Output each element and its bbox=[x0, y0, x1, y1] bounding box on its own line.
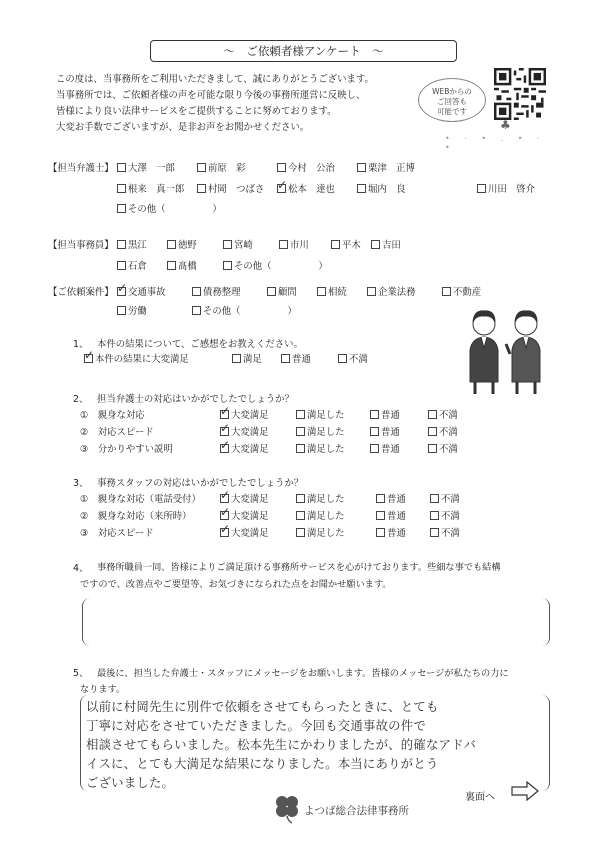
q4-number: 4、 bbox=[73, 563, 89, 574]
checkbox[interactable] bbox=[117, 261, 126, 270]
checkbox[interactable] bbox=[277, 163, 286, 172]
dot-decoration: • · • . • · • bbox=[445, 134, 546, 152]
rating-option[interactable]: 満足した bbox=[296, 491, 345, 505]
rating-option[interactable]: 普通 bbox=[370, 424, 400, 438]
rating-option[interactable]: 満足した bbox=[296, 525, 345, 539]
lawyer-option[interactable]: 今村 公治 bbox=[277, 160, 335, 174]
case-option[interactable]: 債務整理 bbox=[192, 284, 241, 298]
staff-option[interactable]: 髙橋 bbox=[167, 258, 197, 272]
lawyer-option[interactable]: 村岡 つばさ bbox=[197, 181, 264, 195]
q1-number: 1、 bbox=[73, 339, 89, 350]
checkbox[interactable] bbox=[167, 240, 176, 249]
lawyer-other[interactable]: その他（ ） bbox=[117, 201, 222, 215]
rating-option[interactable]: 不満 bbox=[428, 424, 458, 438]
rating-option[interactable]: 普通 bbox=[370, 407, 400, 421]
rating-option[interactable]: 不満 bbox=[430, 491, 460, 505]
q1-option[interactable]: 満足 bbox=[232, 351, 262, 365]
lawyer-illustration-icon bbox=[462, 302, 552, 398]
checkbox[interactable] bbox=[357, 184, 366, 193]
lawyer-option[interactable]: 堀内 良 bbox=[357, 181, 406, 195]
checkbox[interactable] bbox=[197, 184, 206, 193]
checkbox[interactable] bbox=[279, 240, 288, 249]
case-option[interactable]: その他（ ） bbox=[192, 303, 297, 317]
q5-text-line2: なります。 bbox=[80, 684, 126, 695]
checkbox[interactable] bbox=[430, 528, 439, 537]
rating-option[interactable]: ✓ 大変満足 bbox=[220, 407, 269, 421]
case-option[interactable]: 不動産 bbox=[442, 284, 481, 298]
checkbox[interactable] bbox=[117, 240, 126, 249]
lawyer-option[interactable]: 大澤 一郎 bbox=[117, 160, 175, 174]
web-answer-bubble: WEBからの ご回答も 可能です bbox=[418, 78, 486, 122]
staff-option[interactable]: 宮崎 bbox=[223, 237, 253, 251]
checkbox[interactable] bbox=[296, 528, 305, 537]
q1-text: 本件の結果について、ご感想をお教えください。 bbox=[97, 339, 303, 350]
checkbox[interactable] bbox=[370, 444, 379, 453]
q4-text: 事務所職員一同、皆様によりご満足頂ける事務所サービスを心がけております。些細な事でも結構 bbox=[97, 562, 501, 573]
rating-option[interactable]: 普通 bbox=[376, 525, 406, 539]
rating-option[interactable]: 不満 bbox=[430, 508, 460, 522]
lawyer-option[interactable]: 根来 真一郎 bbox=[117, 181, 184, 195]
page-title: ～ ご依頼者様アンケート ～ bbox=[150, 40, 457, 62]
checkbox[interactable] bbox=[281, 354, 290, 363]
staff-section-label: 【担当事務員】 bbox=[48, 240, 114, 251]
rating-option[interactable]: 満足した bbox=[296, 424, 345, 438]
checkbox-checked[interactable] bbox=[220, 494, 229, 503]
staff-option[interactable]: 黒江 bbox=[117, 237, 147, 251]
intro-text: この度は、当事務所をご利用いただきまして、誠にありがとうございます。 当事務所では、ご依頼者様の声を可能な限り今後の事務所運営に反映し、 皆様により良い法律サービスをご提供することに努めております。 大変お手数でございますが、是非お声をお聞かせください。 bbox=[56, 74, 374, 133]
checkbox-checked[interactable] bbox=[220, 511, 229, 520]
checkbox[interactable] bbox=[267, 287, 276, 296]
checkbox[interactable] bbox=[376, 494, 385, 503]
case-option[interactable]: 相続 bbox=[317, 284, 347, 298]
checkbox[interactable] bbox=[357, 163, 366, 172]
rating-option[interactable]: 普通 bbox=[376, 508, 406, 522]
staff-option[interactable]: 平木 bbox=[331, 237, 361, 251]
arrow-right-icon[interactable] bbox=[510, 781, 540, 801]
checkbox-checked[interactable] bbox=[220, 528, 229, 537]
checkbox[interactable] bbox=[338, 354, 347, 363]
qr-code-icon[interactable] bbox=[494, 68, 546, 120]
case-option[interactable]: 労働 bbox=[117, 303, 147, 317]
rating-option[interactable]: ✓ 大変満足 bbox=[220, 525, 269, 539]
checkbox[interactable] bbox=[370, 427, 379, 436]
rating-option[interactable]: 満足した bbox=[296, 407, 345, 421]
rating-option[interactable]: 不満 bbox=[430, 525, 460, 539]
checkbox[interactable] bbox=[331, 240, 340, 249]
checkbox[interactable] bbox=[117, 204, 126, 213]
checkbox-checked[interactable] bbox=[277, 184, 286, 193]
clover-decoration-icon: ♣ bbox=[500, 118, 511, 132]
checkbox-checked[interactable] bbox=[84, 354, 93, 363]
rating-option[interactable]: 普通 bbox=[376, 491, 406, 505]
rating-option[interactable]: ✓ 大変満足 bbox=[220, 424, 269, 438]
q1-option[interactable]: 不満 bbox=[338, 351, 368, 365]
checkbox-checked[interactable] bbox=[220, 427, 229, 436]
checkbox[interactable] bbox=[376, 511, 385, 520]
checkbox[interactable] bbox=[197, 163, 206, 172]
rating-option[interactable]: 普通 bbox=[370, 441, 400, 455]
next-page-label[interactable]: 裏面へ bbox=[465, 792, 495, 803]
checkbox-checked[interactable] bbox=[220, 444, 229, 453]
checkbox-checked[interactable] bbox=[220, 410, 229, 419]
checkbox[interactable] bbox=[428, 444, 437, 453]
lawyer-option[interactable]: ✓ 松本 達也 bbox=[277, 181, 335, 195]
checkbox[interactable] bbox=[428, 427, 437, 436]
q5-text: 最後に、担当した弁護士・スタッフにメッセージをお願いします。皆様のメッセージが私たちの力に bbox=[97, 668, 509, 679]
checkbox[interactable] bbox=[232, 354, 241, 363]
lawyer-option[interactable]: 前原 彩 bbox=[197, 160, 246, 174]
checkbox[interactable] bbox=[296, 494, 305, 503]
rating-option[interactable]: ✓ 大変満足 bbox=[220, 441, 269, 455]
checkbox[interactable] bbox=[367, 287, 376, 296]
checkbox[interactable] bbox=[192, 306, 201, 315]
checkbox[interactable] bbox=[370, 410, 379, 419]
case-option[interactable]: ✓ 交通事故 bbox=[117, 284, 166, 298]
q3-number: 3、 bbox=[73, 478, 89, 489]
checkbox[interactable] bbox=[296, 444, 305, 453]
checkbox[interactable] bbox=[117, 306, 126, 315]
rating-option[interactable]: 満足した bbox=[296, 508, 345, 522]
rating-option[interactable]: ✓ 大変満足 bbox=[220, 491, 269, 505]
rating-option[interactable]: 不満 bbox=[428, 441, 458, 455]
q1-option[interactable]: 普通 bbox=[281, 351, 311, 365]
q1-option[interactable]: ✓本件の結果に大変満足 bbox=[84, 351, 189, 365]
q2-number: 2、 bbox=[73, 394, 89, 405]
clover-logo-icon bbox=[270, 792, 304, 824]
checkbox[interactable] bbox=[117, 163, 126, 172]
checkbox[interactable] bbox=[428, 410, 437, 419]
q5-number: 5、 bbox=[73, 668, 89, 679]
checkbox[interactable] bbox=[117, 184, 126, 193]
checkbox[interactable] bbox=[192, 287, 201, 296]
checkbox[interactable] bbox=[477, 184, 486, 193]
staff-option[interactable]: その他（ ） bbox=[223, 258, 328, 272]
rating-option[interactable]: 満足した bbox=[296, 441, 345, 455]
checkbox[interactable] bbox=[223, 261, 232, 270]
staff-option[interactable]: 石倉 bbox=[117, 258, 147, 272]
case-section-label: 【ご依頼案件】 bbox=[48, 287, 114, 298]
checkbox[interactable] bbox=[430, 494, 439, 503]
checkbox[interactable] bbox=[376, 528, 385, 537]
lawyer-section-label: 【担当弁護士】 bbox=[48, 163, 114, 174]
checkbox[interactable] bbox=[296, 427, 305, 436]
checkbox[interactable] bbox=[296, 410, 305, 419]
checkbox[interactable] bbox=[223, 240, 232, 249]
rating-option[interactable]: 不満 bbox=[428, 407, 458, 421]
checkbox[interactable] bbox=[167, 261, 176, 270]
q5-handwritten-answer: 以前に村岡先生に別件で依頼をさせてもらったときに、とても 丁寧に対応をさせていただきました。今回も交通事故の件で 相談させてもらいました。松本先生にかわりましたが、的確なアドバ イスに、とても大満足な結果になりました。本当にありがとう ございました。 bbox=[86, 699, 477, 790]
checkbox-checked[interactable] bbox=[117, 287, 126, 296]
checkbox[interactable] bbox=[442, 287, 451, 296]
checkbox[interactable] bbox=[296, 511, 305, 520]
q4-text-line2: ですので、改善点やご要望等、お気づきになられた点をお聞かせ願います。 bbox=[80, 579, 392, 590]
staff-option[interactable]: 吉田 bbox=[371, 237, 401, 251]
checkbox[interactable] bbox=[430, 511, 439, 520]
lawyer-option[interactable]: 栗津 正博 bbox=[357, 160, 415, 174]
firm-name: よつば総合法律事務所 bbox=[304, 805, 409, 817]
q4-answer-area[interactable] bbox=[82, 598, 550, 646]
checkbox[interactable] bbox=[317, 287, 326, 296]
case-option[interactable]: 企業法務 bbox=[367, 284, 416, 298]
case-option[interactable]: 顧問 bbox=[267, 284, 297, 298]
staff-option[interactable]: 徳野 bbox=[167, 237, 197, 251]
lawyer-option[interactable]: 川田 啓介 bbox=[477, 181, 535, 195]
rating-option[interactable]: ✓ 大変満足 bbox=[220, 508, 269, 522]
q3-text: 事務スタッフの対応はいかがでしたでしょうか？ bbox=[97, 478, 304, 489]
checkbox[interactable] bbox=[371, 240, 380, 249]
q2-text: 担当弁護士の対応はいかがでしたでしょうか？ bbox=[97, 394, 294, 405]
staff-option[interactable]: 市川 bbox=[279, 237, 309, 251]
